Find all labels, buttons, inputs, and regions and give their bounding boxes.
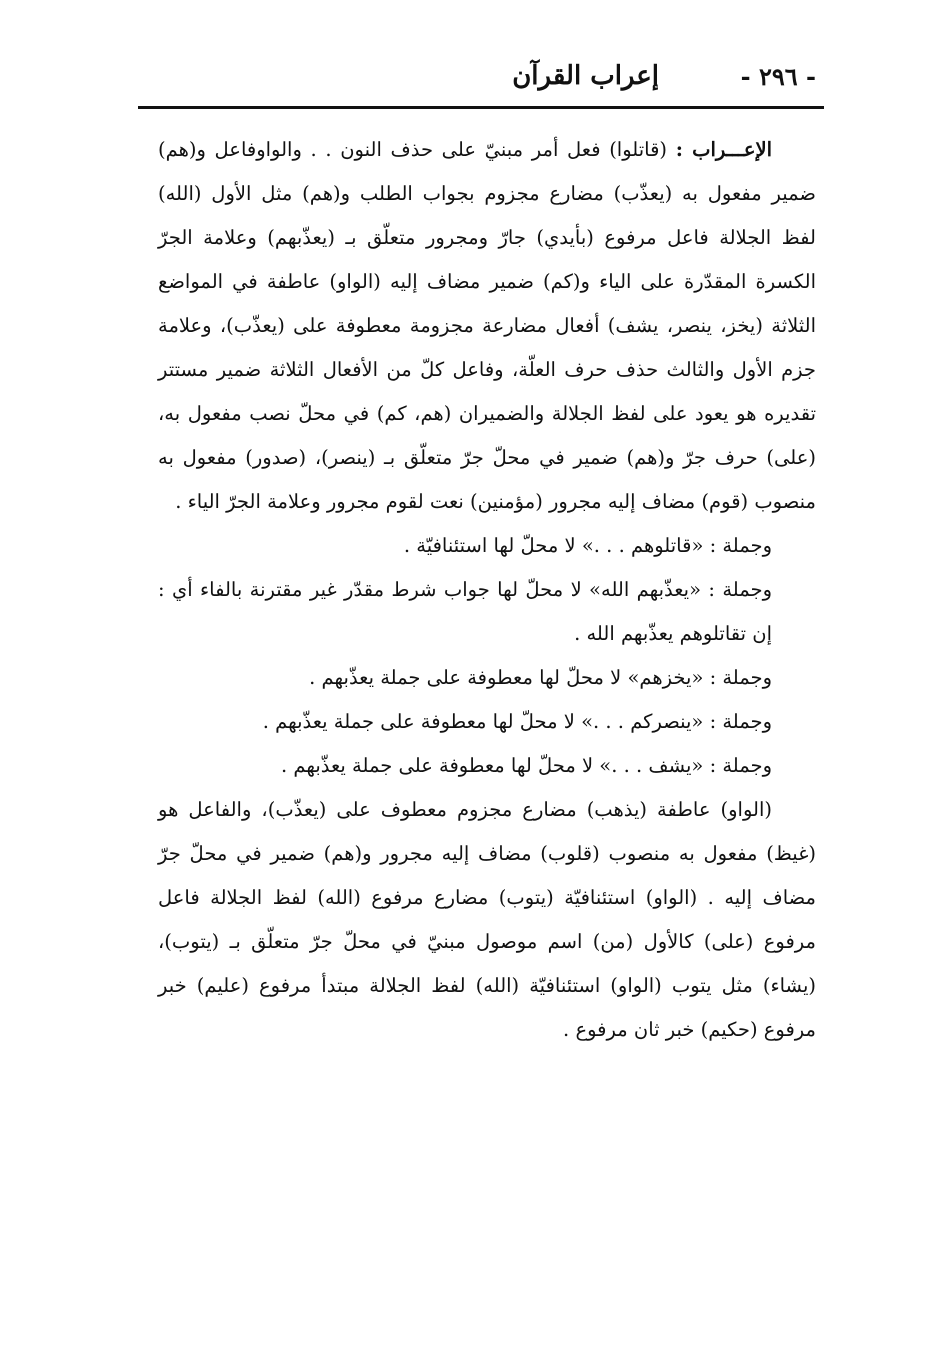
- closing-paragraph: (الواو) عاطفة (يذهب) مضارع مجزوم معطوف على (يعذّب)، والفاعل هو (غيظ) مفعول به منصوب (قلوب) مضاف إليه مجرور و(هم) ضمير في محلّ جرّ مضاف إليه . (الواو) استئنافيّة (يتوب) مضارع مرفوع (الله) لفظ الجلالة فاعل مرفوع (على) كالأول (من) اسم موصول مبنيّ في محلّ جرّ متعلّق بـ (يتوب)، (يشاء) مثل يتوب (الواو) استئنافيّة (الله) لفظ الجلالة مبتدأ مرفوع (عليم) خبر مرفوع (حكيم) خبر ثان مرفوع .: [158, 798, 816, 1041]
- jumla-line: وجملة : «يشف . . .» لا محلّ لها معطوفة على جملة يعذّبهم .: [280, 754, 772, 777]
- irab-text: (قاتلوا) فعل أمر مبنيّ على حذف النون . . والواوفاعل و(هم) ضمير مفعول به (يعذّب) مضارع مجزوم بجواب الطلب و(هم) مثل الأول (الله) لفظ الجلالة فاعل مرفوع (بأيدي) جارّ ومجرور متعلّق بـ (يعذّبهم) وعلامة الجرّ الكسرة المقدّرة على الياء و(كم) ضمير مضاف إليه (الواو) عاطفة في المواضع الثلاثة (يخز، ينصر، يشف) أفعال مضارعة مجزومة معطوفة على (يعذّب)، وعلامة جزم الأول والثالث حذف حرف العلّة، وفاعل كلّ من الأفعال الثلاثة ضمير مستتر تقديره هو يعود على لفظ الجلالة والضميران (هم، كم) في محلّ نصب مفعول به، (على) حرف جرّ و(هم) ضمير في محلّ جرّ متعلّق بـ (ينصر)، (صدور) مفعول به منصوب (قوم) مضاف إليه مجرور (مؤمنين) نعت لقوم مجرور وعلامة الجرّ الياء .: [158, 138, 816, 513]
- irab-term: الإعـــراب :: [675, 138, 772, 161]
- jumla-line: وجملة : «ينصركم . . .» لا محلّ لها معطوفة على جملة يعذّبهم .: [262, 710, 772, 733]
- page-header: [138, 52, 824, 106]
- running-title: إعراب القرآن: [512, 61, 659, 91]
- header-rule: [138, 106, 824, 109]
- jumla-line: وجملة : «يعذّبهم الله» لا محلّ لها جواب شرط مقدّر غير مقترنة بالفاء أي : إن تقاتلوهم يعذّبهم الله .: [158, 578, 772, 645]
- page-body: [158, 128, 816, 1052]
- jumla-line: وجملة : «قاتلوهم . . .» لا محلّ لها استئنافيّة .: [403, 534, 772, 557]
- page-number: - ٢٩٦ -: [740, 62, 816, 91]
- irab-paragraph: [158, 128, 816, 524]
- jumla-line: وجملة : «يخزهم» لا محلّ لها معطوفة على جملة يعذّبهم .: [309, 666, 772, 689]
